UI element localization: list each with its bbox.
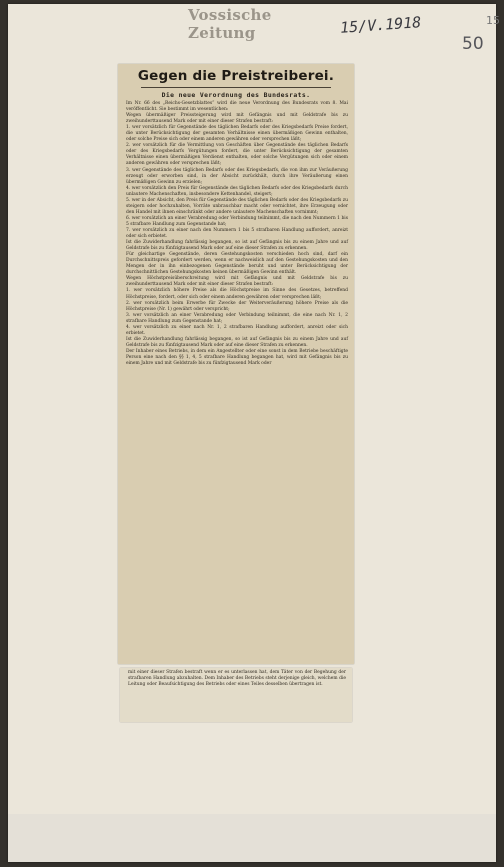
archive-page: [8, 4, 500, 862]
clipping-continuation: [120, 668, 352, 722]
handwritten-date: 15/V.1918: [339, 13, 422, 37]
corner-mark: 15: [486, 14, 500, 27]
article-subtitle: Die neue Verordnung des Bundesrats.: [161, 91, 311, 99]
article-title: Gegen die Preistreiberei.: [118, 68, 354, 88]
page-number: 50: [462, 34, 484, 54]
newspaper-clipping: [118, 64, 354, 664]
newspaper-masthead: Vossische Zeitung: [188, 6, 272, 42]
continuation-text: mit einer dieser Strafen bestraft wenn er es unterlassen hat, dem Täter von der Begehung der strafbaren Handlung abzuhalten. Dem Inhaber des Betriebs steht derjenige gleich, welchem die Leitung oder Beaufsichtigung des Betriebs oder eines Teiles desselben übertragen ist.: [128, 670, 346, 688]
article-body: Im Nr. 66 des „Reichs-Gesetzblattes“ wird die neue Verordnung des Bundesrats vom 8. Mai veröffentlicht. Sie bestimmt im wesentlichen: Wegen übermäßiger Preissteigerung wird mit Gefängnis und mit Geldstrafe bis zu zweihunderttausend Mark oder mit einer dieser Strafen bestraft: 1. wer vorsätzlich für Gegenstände des täglichen Bedarfs oder des Kriegsbedarfs Preise fordert, die unter Berücksichtigung der gesamten Verhältnisse einen übermäßigen Gewinn enthalten, oder solche Preise sich oder einem anderen gewähren oder versprechen läßt; 2. wer vorsätzlich für die Vermittlung von Geschäften über Gegenstände des täglichen Bedarfs oder des Kriegsbedarfs Vergütungen fordert, die unter Berücksichtigung der gesamten Verhältnisse einen übermäßigen Verdienst enthalten, oder solche Vergütungen sich oder einem anderen gewähren oder versprechen läßt; 3. wer Gegenstände des täglichen Bedarfs oder des Kriegsbedarfs, die von ihm zur Veräußerung erzeugt oder erworben sind, in der Absicht zurückhält, durch ihre Veräußerung einen übermäßigen Gewinn zu erzielen; 4. wer vorsätzlich den Preis für Gegenstände des täglichen Bedarfs oder des Kriegsbedarfs durch unlautere Machenschaften, insbesondere Kettenhandel, steigert; 5. wer in der Absicht, den Preis für Gegenstände des täglichen Bedarfs oder des Kriegsbedarfs zu steigern oder hochzuhalten, Vorräte unbrauchbar macht oder vernichtet, ihre Erzeugung oder den Handel mit ihnen einschränkt oder andere unlautere Machenschaften vornimmt; 6. wer vorsätzlich an einer Verabredung oder Verbindung teilnimmt, die nach den Nummern 1 bis 5 strafbare Handlung zum Gegenstande hat; 7. wer vorsätzlich zu einer nach den Nummern 1 bis 5 strafbaren Handlung auffordert, anreizt oder sich erbietet. Ist die Zuwiderhandlung fahrlässig begangen, so ist auf Gefängnis bis zu einem Jahre und auf Geldstrafe bis zu fünfzigtausend Mark oder auf eine dieser Strafen zu erkennen. Für gleichartige Gegenstände, deren Gestehungskosten verschieden hoch sind, darf ein Durchschnittspreis gefordert werden, wenn er nachweislich auf den Gestehungskosten und den Mengen der in ihn einbezogenen Gegenstände beruht und unter Berücksichtigung der durchschnittlichen Gestehungskosten keinen übermäßigen Gewinn enthält. Wegen Höchstpreisüberschreitung wird mit Gefängnis und mit Geldstrafe bis zu zweihunderttausend Mark oder mit einer dieser Strafen bestraft: 1. wer vorsätzlich höhere Preise als die Höchstpreise im Sinne des Gesetzes, betreffend Höchstpreise, fordert, oder sich oder einem anderen gewähren oder versprechen läßt; 2. wer vorsätzlich beim Erwerbe für Zwecke der Weiterveräußerung höhere Preise als die Höchstpreise (Nr. 1) gewährt oder verspricht; 3. wer vorsätzlich an einer Verabredung oder Verbindung teilnimmt, die eine nach Nr. 1, 2 strafbare Handlung zum Gegenstande hat; 4. wer vorsätzlich zu einer nach Nr. 1, 2 strafbaren Handlung auffordert, anreizt oder sich erbietet. Ist die Zuwiderhandlung fahrlässig begangen, so ist auf Gefängnis bis zu einem Jahre und auf Geldstrafe bis zu fünfzigtausend Mark oder auf eine dieser Strafen zu erkennen. Der Inhaber eines Betriebs, in dem ein Angestellter oder eine sonst in dem Betriebe beschäftigte Person eine nach den §§ 1, 4, 5 strafbare Handlung begangen hat, wird mit Gefängnis bis zu einem Jahre und mit Geldstrafe bis zu fünfzigtausend Mark oder: [126, 101, 348, 367]
